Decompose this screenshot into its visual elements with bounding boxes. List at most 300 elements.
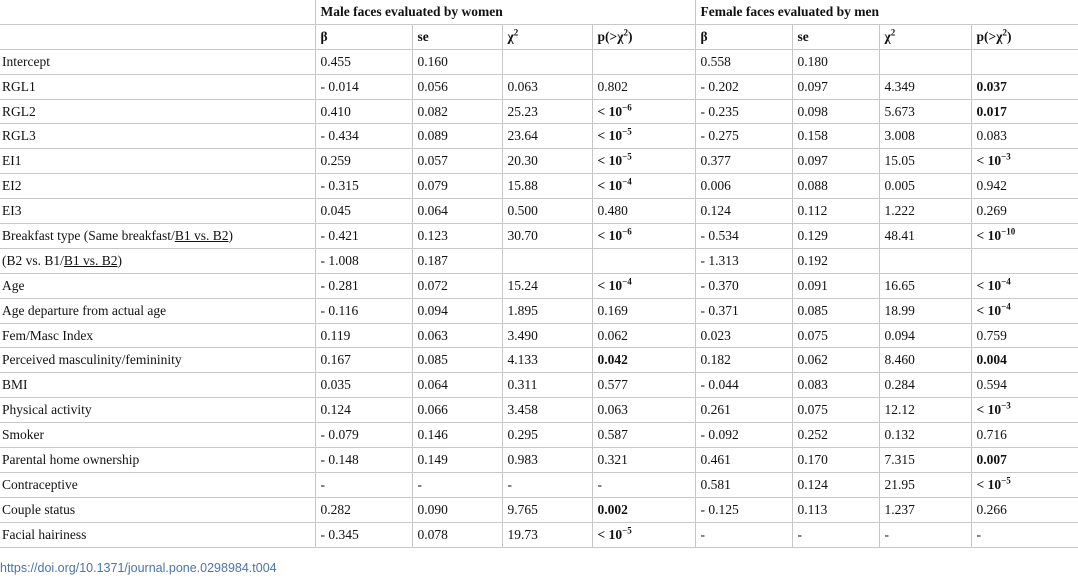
cell-value: - 0.148 [320,451,359,467]
column-header [971,24,1078,49]
cell-value: 0.094 [417,302,448,318]
table-cell [695,149,792,174]
table-cell [971,74,1078,99]
table-cell [592,323,695,348]
row-label-suffix: ) [117,252,123,268]
cell-value: 0.169 [597,302,628,318]
table-row [0,199,1078,224]
table-cell [412,497,502,522]
cell-value: < 10 [976,277,1002,293]
table-cell [315,398,412,423]
row-label-text: BMI [2,377,28,393]
cell-value: - 0.044 [700,377,739,393]
cell-value: 0.042 [597,352,628,368]
table-cell [315,224,412,249]
cell-exponent: −5 [622,151,632,162]
cell-value: - 0.434 [320,128,359,144]
table-cell [592,199,695,224]
cell-value: - 1.008 [320,252,359,268]
doi-link[interactable]: https://doi.org/10.1371/journal.pone.0298984.t004 [0,561,277,575]
table-cell [412,49,502,74]
cell-value: 0.129 [797,227,828,243]
table-cell [592,174,695,199]
row-label [0,298,315,323]
table-cell [695,99,792,124]
table-cell [315,323,412,348]
cell-value: 0.056 [417,78,448,94]
cell-value: 0.500 [507,203,538,219]
table-cell [592,472,695,497]
cell-value: 0.182 [700,352,731,368]
table-cell [971,348,1078,373]
row-label-text: RGL3 [2,128,36,144]
table-cell [412,174,502,199]
cell-value: 1.895 [507,302,538,318]
table-cell [315,124,412,149]
table-cell [879,248,971,273]
row-label [0,497,315,522]
table-cell [879,323,971,348]
cell-exponent: −3 [1001,400,1011,411]
cell-value: < 10 [597,526,623,542]
group-header-female: Female faces evaluated by men [695,0,1078,24]
table-cell [792,298,879,323]
cell-value: - 0.281 [320,277,359,293]
column-header [502,24,592,49]
table-cell [315,472,412,497]
cell-value: 0.167 [320,352,351,368]
cell-value: 20.30 [507,153,538,169]
table-row [0,99,1078,124]
cell-value: 0.261 [700,402,731,418]
table-cell [695,448,792,473]
cell-value: < 10 [597,103,623,119]
cell-value: 0.097 [797,78,828,94]
cell-value: - 0.275 [700,128,739,144]
cell-value: 0.090 [417,501,448,517]
table-cell [592,348,695,373]
cell-value: 0.132 [884,427,915,443]
cell-value: 3.458 [507,402,538,418]
row-label-text: EI1 [2,153,22,169]
table-cell [879,348,971,373]
cell-value: 0.094 [884,327,915,343]
table-cell [792,174,879,199]
table-cell [315,298,412,323]
table-cell [412,273,502,298]
table-cell [971,99,1078,124]
cell-value: 0.983 [507,451,538,467]
table-row [0,49,1078,74]
cell-value: 0.088 [797,178,828,194]
table-cell [592,49,695,74]
cell-exponent: −3 [1001,151,1011,162]
cell-value: 0.461 [700,451,731,467]
table-row [0,423,1078,448]
cell-value: - [700,526,706,542]
table-cell [879,398,971,423]
row-label [0,74,315,99]
cell-value: 0.124 [320,402,351,418]
table-cell [412,398,502,423]
table-cell [502,99,592,124]
table-cell [502,323,592,348]
table-cell [879,199,971,224]
table-cell [971,448,1078,473]
cell-value: < 10 [976,476,1002,492]
table-cell [792,124,879,149]
cell-value: - 0.079 [320,427,359,443]
cell-value: < 10 [597,153,623,169]
row-label-text: Breakfast type (Same breakfast/ [2,227,175,243]
table-row [0,497,1078,522]
cell-exponent: −4 [1001,301,1011,312]
row-label [0,174,315,199]
cell-value: 0.802 [597,78,628,94]
column-header-text: β [320,28,328,44]
cell-value: 0.017 [976,103,1007,119]
table-cell [695,472,792,497]
cell-value: 0.083 [976,128,1007,144]
cell-value: - 0.345 [320,526,359,542]
table-cell [792,149,879,174]
cell-value: 1.237 [884,501,915,517]
row-label-text: Physical activity [2,402,92,418]
table-cell [792,323,879,348]
cell-exponent: −6 [622,226,632,237]
cell-value: - 0.421 [320,227,359,243]
row-label-underlined: B1 vs. B2 [63,252,118,268]
table-cell [792,74,879,99]
cell-value: 0.075 [797,327,828,343]
table-cell [792,448,879,473]
cell-value: 21.95 [884,476,915,492]
table-cell [502,448,592,473]
cell-exponent: −4 [622,176,632,187]
column-header [792,24,879,49]
cell-value: 15.24 [507,277,538,293]
table-cell [879,448,971,473]
cell-value: 0.037 [976,78,1007,94]
table-cell [592,373,695,398]
cell-value: - [417,476,422,492]
table-cell [879,99,971,124]
table-cell [412,448,502,473]
cell-exponent: −6 [622,102,632,112]
cell-value: - [884,526,890,542]
table-cell [695,298,792,323]
table-row [0,448,1078,473]
row-label-text: Perceived masculinity/femininity [2,352,182,368]
cell-value: 15.88 [507,178,538,194]
cell-value: - 0.235 [700,103,739,119]
cell-value: 23.64 [507,128,538,144]
row-label-text: Age departure from actual age [2,302,167,318]
table-cell [502,497,592,522]
table-cell [792,398,879,423]
row-label [0,124,315,149]
table-cell [695,522,792,547]
table-cell [315,74,412,99]
row-label-text: Contraceptive [2,476,78,492]
table-cell [792,348,879,373]
cell-value: 0.064 [417,203,448,219]
table-cell [502,522,592,547]
row-label-text: RGL1 [2,78,36,94]
cell-value: - [976,526,982,542]
table-cell [412,423,502,448]
column-header-suffix: ) [627,28,633,44]
cell-value: - 0.116 [320,302,359,318]
cell-value: - 0.370 [700,277,739,293]
cell-value: 0.113 [797,501,828,517]
cell-exponent: −4 [622,276,632,287]
table-cell [971,472,1078,497]
row-label [0,398,315,423]
table-cell [592,298,695,323]
cell-value: < 10 [597,277,623,293]
cell-value: 0.259 [320,153,351,169]
table-cell [592,124,695,149]
table-cell [592,273,695,298]
table-cell [695,49,792,74]
cell-value: 0.942 [976,178,1007,194]
table-cell [315,448,412,473]
table-cell [315,522,412,547]
table-cell [971,49,1078,74]
table-cell [695,398,792,423]
cell-value: 0.057 [417,153,448,169]
column-header [315,24,412,49]
table-cell [695,74,792,99]
cell-value: 7.315 [884,451,915,467]
cell-value: 0.075 [797,402,828,418]
table-cell [502,248,592,273]
cell-value: 3.490 [507,327,538,343]
cell-value: 5.673 [884,103,915,119]
table-cell [412,298,502,323]
table-row [0,74,1078,99]
row-label [0,49,315,74]
table-cell [315,497,412,522]
table-cell [695,423,792,448]
cell-value: - [597,476,602,492]
row-label-text: EI3 [2,203,22,219]
column-header-suffix: ) [1006,28,1012,44]
cell-value: 15.05 [884,153,915,169]
cell-value: 0.160 [417,53,448,69]
cell-value: 0.187 [417,252,448,268]
table-row [0,298,1078,323]
cell-value: - [507,476,512,492]
table-cell [792,248,879,273]
cell-value: 0.023 [700,327,731,343]
table-cell [792,99,879,124]
row-label [0,248,315,273]
table-cell [502,174,592,199]
table-cell [315,273,412,298]
table-cell [695,224,792,249]
table-row [0,522,1078,547]
row-label-text: EI2 [2,178,22,194]
cell-value: 0.063 [417,327,448,343]
corner-cell [0,0,315,24]
table-row [0,398,1078,423]
cell-value: 0.124 [700,203,731,219]
column-header-row [0,24,1078,49]
cell-value: 0.480 [597,203,628,219]
table-cell [502,398,592,423]
table-row [0,224,1078,249]
cell-value: 30.70 [507,227,538,243]
row-label [0,522,315,547]
table-cell [592,398,695,423]
table-cell [502,348,592,373]
table-cell [971,298,1078,323]
cell-value: < 10 [976,402,1002,418]
table-cell [695,323,792,348]
table-cell [971,149,1078,174]
table-row [0,323,1078,348]
column-header-text: p(>χ [597,28,624,44]
table-cell [971,522,1078,547]
table-cell [315,99,412,124]
table-row [0,149,1078,174]
cell-value: 0.098 [797,103,828,119]
table-cell [502,224,592,249]
cell-value: 1.222 [884,203,915,219]
table-cell [695,199,792,224]
table-cell [315,174,412,199]
table-cell [792,273,879,298]
table-cell [315,49,412,74]
cell-value: - 0.092 [700,427,739,443]
cell-value: 0.119 [320,327,351,343]
table-cell [971,124,1078,149]
cell-value: 9.765 [507,501,538,517]
table-cell [502,273,592,298]
column-header [695,24,792,49]
table-cell [971,423,1078,448]
cell-value: 0.158 [797,128,828,144]
table-cell [971,373,1078,398]
row-label-text: Facial hairiness [2,526,87,542]
table-cell [879,273,971,298]
cell-value: 0.079 [417,178,448,194]
cell-value: < 10 [597,178,623,194]
cell-value: 8.460 [884,352,915,368]
table-cell [879,149,971,174]
table-cell [502,423,592,448]
table-cell [695,497,792,522]
cell-value: 0.587 [597,427,628,443]
table-cell [695,174,792,199]
table-cell [792,199,879,224]
row-label [0,348,315,373]
table-cell [879,224,971,249]
column-header-superscript: 2 [890,27,896,38]
table-row [0,273,1078,298]
table-cell [971,273,1078,298]
table-cell [412,149,502,174]
table-cell [971,224,1078,249]
row-label [0,373,315,398]
table-cell [412,323,502,348]
cell-value: 0.759 [976,327,1007,343]
table-body [0,49,1078,547]
cell-value: 0.269 [976,203,1007,219]
table-cell [971,248,1078,273]
cell-value: 18.99 [884,302,915,318]
cell-value: 0.062 [597,327,628,343]
table-cell [412,199,502,224]
row-label [0,224,315,249]
cell-value: 12.12 [884,402,915,418]
table-cell [502,298,592,323]
column-header-text: se [417,28,429,44]
column-header [879,24,971,49]
cell-value: 3.008 [884,128,915,144]
cell-value: 0.064 [417,377,448,393]
table-cell [879,298,971,323]
table-cell [592,224,695,249]
table-cell [695,373,792,398]
table-row [0,174,1078,199]
table-cell [879,522,971,547]
cell-exponent: −4 [1001,276,1011,287]
column-header-text: χ [884,28,891,44]
table-cell [502,373,592,398]
cell-value: - 0.315 [320,178,359,194]
cell-value: 0.063 [597,402,628,418]
cell-exponent: −10 [1001,226,1016,237]
row-label-text: Fem/Masc Index [2,327,94,343]
table-cell [879,124,971,149]
row-label [0,472,315,497]
table-cell [592,497,695,522]
row-label-text: Intercept [2,53,50,69]
cell-value: 0.005 [884,178,915,194]
table-cell [971,199,1078,224]
table-cell [792,373,879,398]
cell-value: 0.252 [797,427,828,443]
cell-value: 16.65 [884,277,915,293]
table-row [0,124,1078,149]
table-cell [879,373,971,398]
table-cell [792,423,879,448]
cell-value: < 10 [976,153,1002,169]
cell-value: 0.577 [597,377,628,393]
cell-value: 0.085 [797,302,828,318]
row-label-text: Parental home ownership [2,451,140,467]
table-cell [592,448,695,473]
table-cell [592,74,695,99]
cell-value: < 10 [976,227,1002,243]
cell-value: - [797,526,803,542]
cell-value: - 0.534 [700,227,739,243]
table-cell [971,497,1078,522]
table-cell [695,348,792,373]
table-cell [971,398,1078,423]
cell-value: - 0.014 [320,78,359,94]
cell-value: 0.062 [797,352,828,368]
cell-value: < 10 [597,128,623,144]
cell-value: 0.035 [320,377,351,393]
table-cell [592,149,695,174]
cell-value: 0.410 [320,103,351,119]
cell-value: 25.23 [507,103,538,119]
table-cell [315,248,412,273]
